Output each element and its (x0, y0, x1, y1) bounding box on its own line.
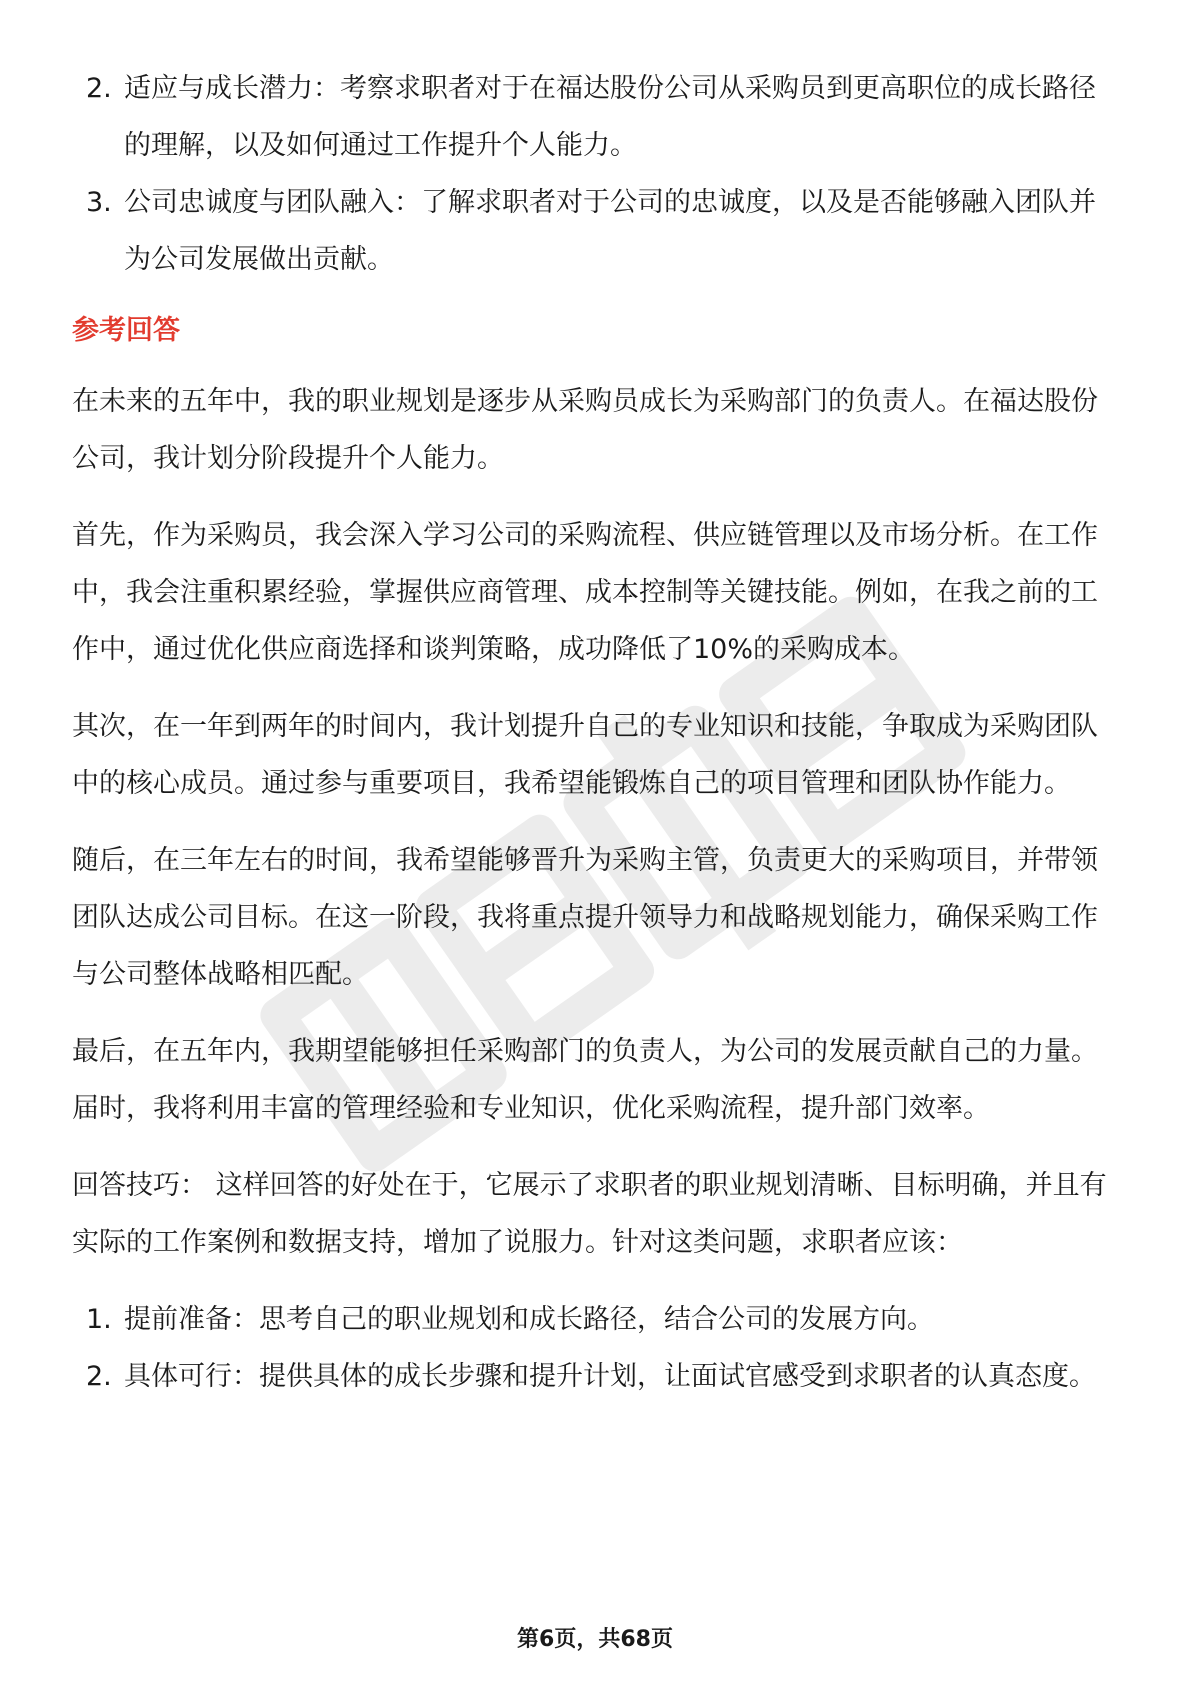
list-item-text: 提前准备：思考自己的职业规划和成长路径，结合公司的发展方向。 (124, 1304, 934, 1335)
page-footer: 第6页，共68页 (517, 1627, 673, 1652)
paragraph: 随后，在三年左右的时间，我希望能够晋升为采购主管，负责更大的采购项目，并带领团队达成公司目标。在这一阶段，我将重点提升领导力和战略规划能力，确保采购工作与公司整体战略相匹配。 (72, 845, 1098, 990)
section-heading: 参考回答 (72, 315, 180, 346)
list-item-text: 具体可行：提供具体的成长步骤和提升计划，让面试官感受到求职者的认真态度。 (124, 1361, 1096, 1392)
list-item-number: 2. (86, 1361, 112, 1392)
document-content (72, 60, 1122, 1405)
paragraph: 在未来的五年中，我的职业规划是逐步从采购员成长为采购部门的负责人。在福达股份公司，我计划分阶段提升个人能力。 (72, 386, 1098, 474)
paragraph: 其次，在一年到两年的时间内，我计划提升自己的专业知识和技能，争取成为采购团队中的核心成员。通过参与重要项目，我希望能锻炼自己的项目管理和团队协作能力。 (72, 711, 1098, 799)
list-item (72, 60, 1122, 174)
list-item-number: 2. (86, 73, 112, 104)
paragraph: 首先，作为采购员，我会深入学习公司的采购流程、供应链管理以及市场分析。在工作中，我会注重积累经验，掌握供应商管理、成本控制等关键技能。例如，在我之前的工作中，通过优化供应商选择和谈判策略，成功降低了10%的采购成本。 (72, 520, 1098, 665)
list-item (72, 174, 1122, 288)
list-item-number: 1. (86, 1304, 112, 1335)
list-item (72, 1348, 1122, 1405)
list-item (72, 1291, 1122, 1348)
top-numbered-list (72, 60, 1122, 288)
list-item-number: 3. (86, 187, 112, 218)
paragraph: 最后，在五年内，我期望能够担任采购部门的负责人，为公司的发展贡献自己的力量。届时，我将利用丰富的管理经验和专业知识，优化采购流程，提升部门效率。 (72, 1036, 1098, 1124)
list-item-text: 公司忠诚度与团队融入：了解求职者对于公司的忠诚度，以及是否能够融入团队并为公司发展做出贡献。 (124, 187, 1096, 275)
answer-tips-paragraph: 回答技巧： 这样回答的好处在于，它展示了求职者的职业规划清晰、目标明确，并且有实际的工作案例和数据支持，增加了说服力。针对这类问题，求职者应该： (72, 1170, 1107, 1258)
list-item-text: 适应与成长潜力：考察求职者对于在福达股份公司从采购员到更高职位的成长路径的理解，以及如何通过工作提升个人能力。 (124, 73, 1096, 161)
bottom-numbered-list (72, 1291, 1122, 1405)
